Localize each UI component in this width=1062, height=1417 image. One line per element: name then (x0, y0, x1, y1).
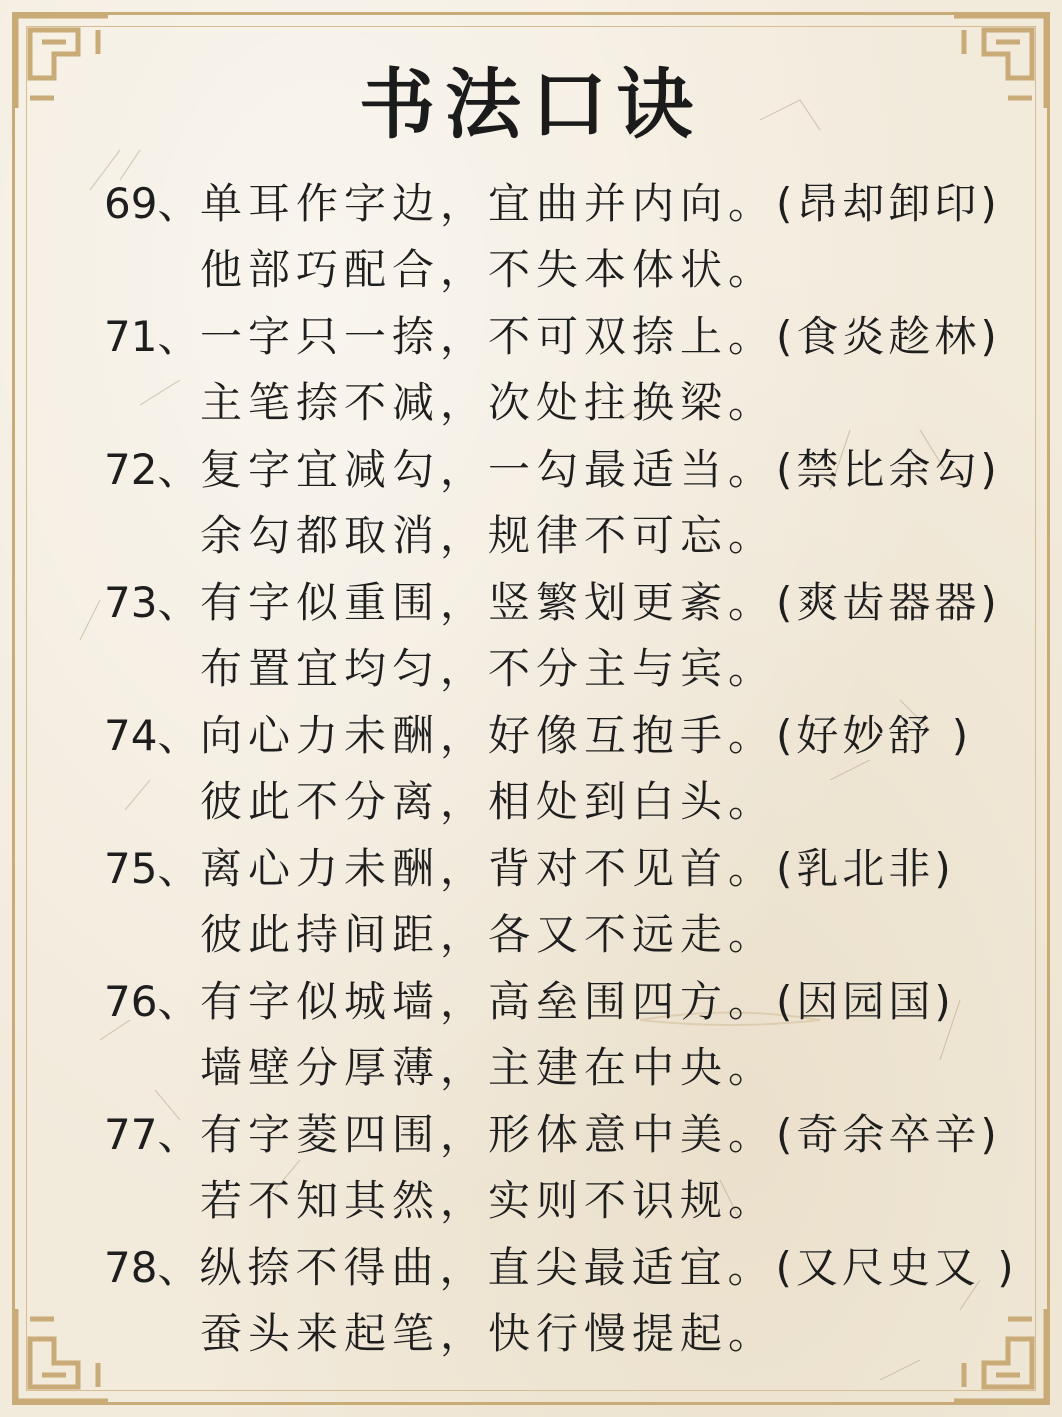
rhyme-number: 72、 (104, 445, 200, 494)
rhyme-line-2 (104, 633, 1004, 699)
rhyme-list (104, 168, 1018, 1365)
rhyme-item (104, 966, 1004, 1099)
example-characters: (奇余卒辛) (776, 1110, 1001, 1159)
rhyme-number: 78、 (104, 1243, 200, 1292)
example-characters: (又尺史又 ) (775, 1243, 1018, 1292)
example-characters: (因园国) (776, 977, 955, 1026)
example-characters: (乳北非) (776, 844, 955, 893)
rhyme-line-2 (104, 500, 1004, 566)
rhyme-line-1 (104, 1099, 1004, 1165)
rhyme-verse: 余勾都取消，规律不可忘。 (200, 511, 777, 560)
rhyme-line-2 (104, 766, 1004, 832)
rhyme-verse: 有字似城墙，高垒围四方。 (200, 977, 777, 1026)
rhyme-line-1 (104, 168, 1004, 234)
rhyme-line-1 (104, 301, 1004, 367)
rhyme-line-1 (104, 434, 1004, 500)
rhyme-number: 69、 (104, 179, 200, 228)
rhyme-line-2 (104, 1298, 1004, 1364)
rhyme-line-2 (104, 234, 1004, 300)
rhyme-number: 76、 (104, 977, 200, 1026)
rhyme-verse: 若不知其然，实则不识规。 (200, 1176, 777, 1225)
rhyme-item (104, 168, 1004, 301)
rhyme-number: 75、 (104, 844, 200, 893)
rhyme-verse: 墙壁分厚薄，主建在中央。 (200, 1043, 777, 1092)
rhyme-verse: 单耳作字边，宜曲并内向。 (200, 179, 777, 228)
example-characters: (禁比余勾) (776, 445, 1001, 494)
rhyme-verse: 布置宜均匀，不分主与宾。 (200, 644, 777, 693)
rhyme-item (104, 700, 1004, 833)
rhyme-item (104, 301, 1004, 434)
rhyme-verse: 彼此持间距，各又不远走。 (200, 910, 777, 959)
rhyme-line-2 (104, 1032, 1004, 1098)
rhyme-line-2 (104, 899, 1004, 965)
rhyme-number: 74、 (104, 711, 200, 760)
rhyme-verse: 纵捺不得曲，直尖最适宜。 (199, 1243, 776, 1292)
rhyme-item (104, 434, 1004, 567)
rhyme-verse: 彼此不分离，相处到白头。 (200, 777, 777, 826)
example-characters: (爽齿器器) (776, 578, 1001, 627)
rhyme-verse: 蚕头来起笔，快行慢提起。 (200, 1309, 777, 1358)
page-title: 书法口诀 (359, 60, 703, 149)
rhyme-item (104, 1232, 1018, 1365)
rhyme-verse: 向心力未酬，好像互抱手。 (200, 711, 777, 760)
example-characters: (好妙舒 ) (776, 711, 973, 760)
rhyme-verse: 一字只一捺，不可双捺上。 (200, 312, 777, 361)
example-characters: (昂却卸印) (776, 179, 1001, 228)
example-characters: (食炎趁林) (776, 312, 1001, 361)
rhyme-item (104, 1099, 1004, 1232)
rhyme-number: 71、 (104, 312, 200, 361)
rhyme-number: 73、 (104, 578, 200, 627)
rhyme-verse: 离心力未酬，背对不见首。 (200, 844, 777, 893)
rhyme-line-1 (104, 833, 1004, 899)
rhyme-line-1 (104, 567, 1004, 633)
rhyme-line-2 (104, 1165, 1004, 1231)
rhyme-line-1 (104, 966, 1004, 1032)
rhyme-line-1 (104, 700, 1004, 766)
rhyme-verse: 有字似重围，竖繁划更紊。 (200, 578, 777, 627)
rhyme-number: 77、 (104, 1110, 200, 1159)
rhyme-line-2 (104, 367, 1004, 433)
rhyme-verse: 他部巧配合，不失本体状。 (200, 245, 777, 294)
corner-ornament-bottom-left (8, 1299, 118, 1409)
rhyme-item (104, 567, 1004, 700)
rhyme-verse: 复字宜减勾，一勾最适当。 (200, 445, 777, 494)
rhyme-verse: 主笔捺不减，次处拄换梁。 (200, 378, 777, 427)
rhyme-line-1 (104, 1232, 1018, 1298)
rhyme-item (104, 833, 1004, 966)
rhyme-verse: 有字菱四围，形体意中美。 (200, 1110, 777, 1159)
